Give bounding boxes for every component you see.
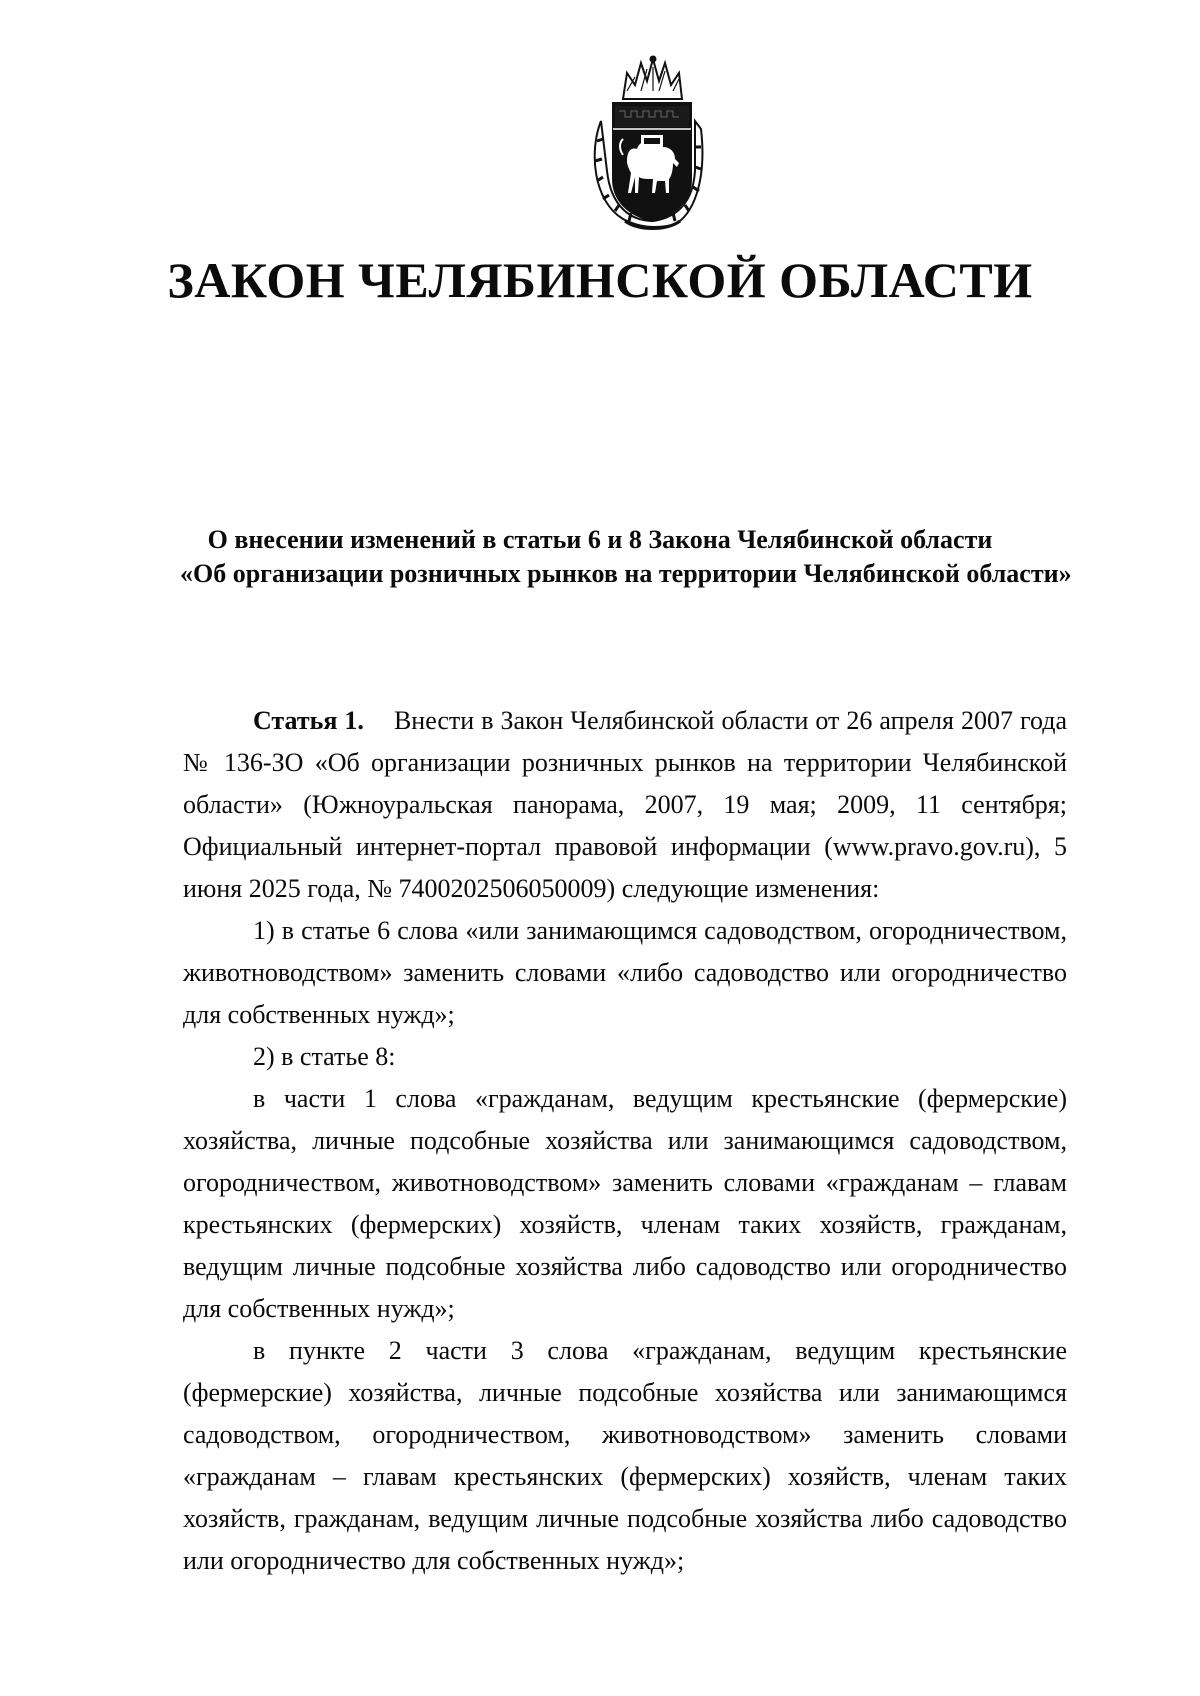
article-intro-text: Внести в Закон Челябинской области от 26 апреля 2007 года № 136-ЗО «Об организации розничных рынков на территории Челябинской области» (Южноуральская панорама, 2007, 19 мая; 2009, 11 сентября; Официальный интернет-портал правовой информации (www.pravo.gov.ru), 5 июня 2025 года, № 7400202506050009) следующие изменения: xyxy=(183,706,1067,903)
article-item: 2) в статье 8: xyxy=(253,1042,396,1071)
article-item: в пункте 2 части 3 слова «гражданам, ведущим крестьянские (фермерские) хозяйства, личные подсобные хозяйства или занимающимся садоводством, огородничеством, животноводством» заменить словами «гражданам – главам крестьянских (фермерских) хозяйств, членам таких хозяйств, гражданам, ведущим личные подсобные хозяйства либо садоводство или огородничество для собственных нужд»; xyxy=(183,1336,1067,1575)
article-item: в части 1 слова «гражданам, ведущим крестьянские (фермерские) хозяйства, личные подсобные хозяйства или занимающимся садоводством, огородничеством, животноводством» заменить словами «гражданам – главам крестьянских (фермерских) хозяйств, членам таких хозяйств, гражданам, ведущим личные подсобные хозяйства либо садоводство или огородничество для собственных нужд»; xyxy=(183,1084,1067,1323)
subject-line-2: «Об организации розничных рынков на территории Челябинской области» xyxy=(180,559,1072,588)
article-item: 1) в статье 6 слова «или занимающимся садоводством, огородничеством, животноводством» заменить словами «либо садоводство или огородничество для собственных нужд»; xyxy=(183,916,1067,1029)
subject-line-1: О внесении изменений в статьи 6 и 8 Закона Челябинской области xyxy=(207,525,993,554)
law-subject-heading xyxy=(180,523,1072,591)
article-body xyxy=(183,700,1067,1582)
article-1-intro xyxy=(183,700,1067,910)
law-title: ЗАКОН ЧЕЛЯБИНСКОЙ ОБЛАСТИ xyxy=(167,252,1033,308)
article-label: Статья 1. xyxy=(253,706,364,735)
coat-of-arms-emblem xyxy=(583,51,712,237)
